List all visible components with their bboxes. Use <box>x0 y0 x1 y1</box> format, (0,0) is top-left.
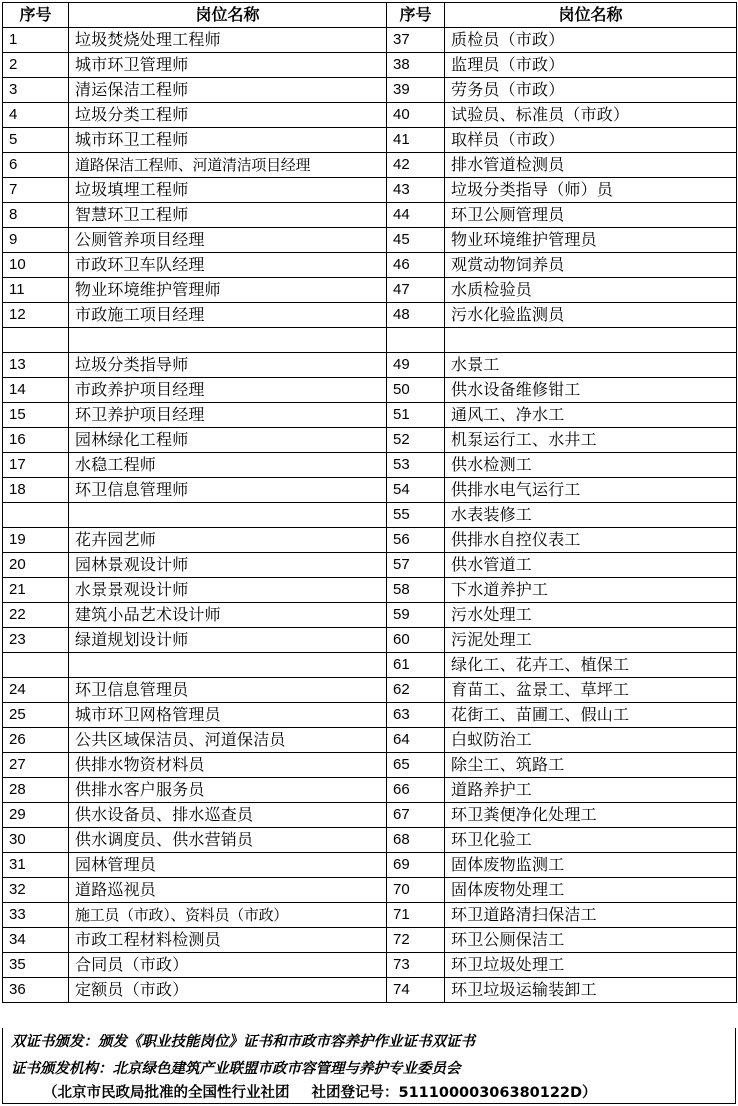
table-row <box>3 602 737 627</box>
position-name-cell-right: 质检员（市政） <box>445 28 737 53</box>
table-row <box>3 877 737 902</box>
seq-cell-right: 63 <box>387 702 445 727</box>
position-name-cell-left: 城市环卫管理师 <box>69 53 387 78</box>
seq-cell-left: 5 <box>3 128 69 153</box>
table-row <box>3 952 737 977</box>
seq-cell-right: 42 <box>387 153 445 178</box>
table-row <box>3 78 737 103</box>
seq-cell-right: 39 <box>387 78 445 103</box>
position-name-cell-left: 垃圾分类工程师 <box>69 103 387 128</box>
table-row <box>3 802 737 827</box>
seq-cell-right: 47 <box>387 278 445 303</box>
seq-cell-left: 8 <box>3 203 69 228</box>
seq-cell-right: 38 <box>387 53 445 78</box>
seq-cell-left: 6 <box>3 153 69 178</box>
table-row <box>3 153 737 178</box>
header-seq-left: 序号 <box>3 3 69 28</box>
position-name-cell-right: 取样员（市政） <box>445 128 737 153</box>
seq-cell-left: 17 <box>3 452 69 477</box>
position-name-cell-right: 固体废物监测工 <box>445 852 737 877</box>
seq-cell-right: 61 <box>387 652 445 677</box>
seq-cell-right: 50 <box>387 377 445 402</box>
position-name-cell-left: 花卉园艺师 <box>69 527 387 552</box>
seq-cell-right: 46 <box>387 253 445 278</box>
position-name-cell-left: 物业环境维护管理师 <box>69 278 387 303</box>
position-name-cell-right: 污泥处理工 <box>445 627 737 652</box>
position-name-cell-left: 垃圾填埋工程师 <box>69 178 387 203</box>
position-name-cell-left: 水稳工程师 <box>69 452 387 477</box>
seq-cell-right: 53 <box>387 452 445 477</box>
position-name-cell-right: 环卫化验工 <box>445 827 737 852</box>
table-row <box>3 752 737 777</box>
position-name-cell-right: 垃圾分类指导（师）员 <box>445 178 737 203</box>
position-name-cell-left: 智慧环卫工程师 <box>69 203 387 228</box>
table-row <box>3 352 737 377</box>
seq-cell-left: 24 <box>3 677 69 702</box>
position-name-cell-right: 水表装修工 <box>445 502 737 527</box>
table-row <box>3 927 737 952</box>
header-name-left: 岗位名称 <box>69 3 387 28</box>
seq-cell-right: 54 <box>387 477 445 502</box>
seq-cell-left: 18 <box>3 477 69 502</box>
seq-cell-left: 21 <box>3 577 69 602</box>
seq-cell-left <box>3 328 69 353</box>
seq-cell-left: 2 <box>3 53 69 78</box>
approval-note: （北京市民政局批准的全国性行业社团 <box>43 1085 290 1101</box>
seq-cell-left: 27 <box>3 752 69 777</box>
seq-cell-right: 69 <box>387 852 445 877</box>
table-row <box>3 253 737 278</box>
table-row <box>3 28 737 53</box>
position-name-cell-left: 市政施工项目经理 <box>69 303 387 328</box>
position-name-cell-left: 城市环卫网格管理员 <box>69 702 387 727</box>
seq-cell-left: 10 <box>3 253 69 278</box>
position-name-cell-left: 垃圾分类指导师 <box>69 352 387 377</box>
table-row <box>3 203 737 228</box>
position-name-cell-right: 污水化验监测员 <box>445 303 737 328</box>
seq-cell-right: 67 <box>387 802 445 827</box>
table-row <box>3 53 737 78</box>
position-name-cell-left: 建筑小品艺术设计师 <box>69 602 387 627</box>
seq-cell-right: 58 <box>387 577 445 602</box>
position-name-cell-right: 绿化工、花卉工、植保工 <box>445 652 737 677</box>
position-name-cell-left: 园林景观设计师 <box>69 552 387 577</box>
certificate-footer <box>2 1028 736 1104</box>
table-row <box>3 228 737 253</box>
seq-cell-left: 20 <box>3 552 69 577</box>
table-row <box>3 402 737 427</box>
table-row <box>3 777 737 802</box>
table-row <box>3 527 737 552</box>
position-name-cell-right: 供水检测工 <box>445 452 737 477</box>
registration-line <box>43 1081 597 1102</box>
seq-cell-right: 51 <box>387 402 445 427</box>
seq-cell-left: 36 <box>3 977 69 1002</box>
position-name-cell-left: 绿道规划设计师 <box>69 627 387 652</box>
position-name-cell-left: 施工员（市政）、资料员（市政） <box>69 902 387 927</box>
position-name-cell-left: 供排水物资材料员 <box>69 752 387 777</box>
seq-cell-right: 71 <box>387 902 445 927</box>
seq-cell-right: 68 <box>387 827 445 852</box>
seq-cell-left: 31 <box>3 852 69 877</box>
position-name-cell-left: 市政工程材料检测员 <box>69 927 387 952</box>
registration-number: 社团登记号：51110000306380122D） <box>311 1085 597 1101</box>
position-name-cell-right: 物业环境维护管理员 <box>445 228 737 253</box>
seq-cell-right: 41 <box>387 128 445 153</box>
seq-cell-left: 22 <box>3 602 69 627</box>
position-name-cell-right: 劳务员（市政） <box>445 78 737 103</box>
table-row <box>3 427 737 452</box>
position-name-cell-left: 定额员（市政） <box>69 977 387 1002</box>
position-name-cell-right: 除尘工、筑路工 <box>445 752 737 777</box>
seq-cell-left: 14 <box>3 377 69 402</box>
seq-cell-right: 56 <box>387 527 445 552</box>
position-name-cell-right: 机泵运行工、水井工 <box>445 427 737 452</box>
position-name-cell-right: 试验员、标准员（市政） <box>445 103 737 128</box>
seq-cell-right: 52 <box>387 427 445 452</box>
seq-cell-left: 30 <box>3 827 69 852</box>
table-row <box>3 852 737 877</box>
seq-cell-left: 11 <box>3 278 69 303</box>
seq-cell-right: 37 <box>387 28 445 53</box>
position-name-cell-right: 下水道养护工 <box>445 577 737 602</box>
seq-cell-left: 34 <box>3 927 69 952</box>
table-row <box>3 377 737 402</box>
seq-cell-right: 43 <box>387 178 445 203</box>
position-name-cell-left: 环卫信息管理师 <box>69 477 387 502</box>
position-name-cell-right: 水景工 <box>445 352 737 377</box>
seq-cell-left: 33 <box>3 902 69 927</box>
issuing-authority: 证书颁发机构：北京绿色建筑产业联盟市政市容管理与养护专业委员会 <box>11 1061 461 1077</box>
seq-cell-left: 26 <box>3 727 69 752</box>
seq-cell-left: 23 <box>3 627 69 652</box>
seq-cell-left: 16 <box>3 427 69 452</box>
table-header-row <box>3 3 737 28</box>
position-name-cell-right: 环卫公厕管理员 <box>445 203 737 228</box>
seq-cell-left: 9 <box>3 228 69 253</box>
seq-cell-left: 4 <box>3 103 69 128</box>
table-row <box>3 577 737 602</box>
position-name-cell-right: 排水管道检测员 <box>445 153 737 178</box>
seq-cell-right: 45 <box>387 228 445 253</box>
table-row <box>3 702 737 727</box>
position-name-cell-left: 水景景观设计师 <box>69 577 387 602</box>
seq-cell-right: 60 <box>387 627 445 652</box>
position-name-cell-left: 道路巡视员 <box>69 877 387 902</box>
position-name-cell-left <box>69 328 387 353</box>
table-row <box>3 902 737 927</box>
position-name-cell-right: 水质检验员 <box>445 278 737 303</box>
position-name-cell-left: 环卫养护项目经理 <box>69 402 387 427</box>
seq-cell-left: 13 <box>3 352 69 377</box>
position-name-cell-left: 环卫信息管理员 <box>69 677 387 702</box>
position-name-cell-left: 园林绿化工程师 <box>69 427 387 452</box>
seq-cell-left: 25 <box>3 702 69 727</box>
seq-cell-right: 65 <box>387 752 445 777</box>
seq-cell-left: 32 <box>3 877 69 902</box>
position-name-cell-right: 道路养护工 <box>445 777 737 802</box>
seq-cell-right: 70 <box>387 877 445 902</box>
table-row <box>3 278 737 303</box>
table-row <box>3 552 737 577</box>
position-name-cell-right: 供排水自控仪表工 <box>445 527 737 552</box>
position-name-cell-right: 供水设备维修钳工 <box>445 377 737 402</box>
table-row <box>3 652 737 677</box>
seq-cell-left: 15 <box>3 402 69 427</box>
dual-certificate-note: 双证书颁发：颁发《职业技能岗位》证书和市政市容养护作业证书双证书 <box>11 1034 475 1050</box>
table-row <box>3 727 737 752</box>
seq-cell-right: 57 <box>387 552 445 577</box>
position-name-cell-left: 合同员（市政） <box>69 952 387 977</box>
position-name-cell-right: 环卫垃圾处理工 <box>445 952 737 977</box>
seq-cell-left: 35 <box>3 952 69 977</box>
seq-cell-right: 66 <box>387 777 445 802</box>
position-name-cell-left: 清运保洁工程师 <box>69 78 387 103</box>
seq-cell-right: 72 <box>387 927 445 952</box>
table-row <box>3 303 737 328</box>
position-name-cell-left: 公共区域保洁员、河道保洁员 <box>69 727 387 752</box>
seq-cell-left: 12 <box>3 303 69 328</box>
position-name-cell-right: 监理员（市政） <box>445 53 737 78</box>
header-seq-right: 序号 <box>387 3 445 28</box>
position-name-cell-left: 市政养护项目经理 <box>69 377 387 402</box>
position-name-cell-left: 供水调度员、供水营销员 <box>69 827 387 852</box>
position-name-cell-right: 通风工、净水工 <box>445 402 737 427</box>
table-row <box>3 627 737 652</box>
table-row <box>3 103 737 128</box>
table-row <box>3 677 737 702</box>
table-row <box>3 502 737 527</box>
seq-cell-right: 59 <box>387 602 445 627</box>
job-positions-table <box>2 2 737 1003</box>
seq-cell-right: 44 <box>387 203 445 228</box>
seq-cell-right: 55 <box>387 502 445 527</box>
position-name-cell-right <box>445 328 737 353</box>
position-name-cell-left: 市政环卫车队经理 <box>69 253 387 278</box>
position-name-cell-right: 固体废物处理工 <box>445 877 737 902</box>
position-name-cell-right: 环卫垃圾运输装卸工 <box>445 977 737 1002</box>
position-name-cell-left <box>69 652 387 677</box>
position-name-cell-right: 育苗工、盆景工、草坪工 <box>445 677 737 702</box>
position-name-cell-right: 白蚁防治工 <box>445 727 737 752</box>
position-name-cell-left: 垃圾焚烧处理工程师 <box>69 28 387 53</box>
table-row <box>3 328 737 353</box>
seq-cell-right: 73 <box>387 952 445 977</box>
seq-cell-left: 29 <box>3 802 69 827</box>
position-name-cell-left: 供排水客户服务员 <box>69 777 387 802</box>
seq-cell-left: 3 <box>3 78 69 103</box>
table-row <box>3 977 737 1002</box>
position-name-cell-right: 观赏动物饲养员 <box>445 253 737 278</box>
position-name-cell-right: 环卫公厕保洁工 <box>445 927 737 952</box>
position-name-cell-left: 道路保洁工程师、河道清洁项目经理 <box>69 153 387 178</box>
position-name-cell-right: 环卫道路清扫保洁工 <box>445 902 737 927</box>
seq-cell-left <box>3 502 69 527</box>
seq-cell-right: 49 <box>387 352 445 377</box>
position-name-cell-right: 供水管道工 <box>445 552 737 577</box>
seq-cell-right: 40 <box>387 103 445 128</box>
table-row <box>3 128 737 153</box>
table-row <box>3 477 737 502</box>
position-name-cell-right: 花街工、苗圃工、假山工 <box>445 702 737 727</box>
position-name-cell-right: 供排水电气运行工 <box>445 477 737 502</box>
header-name-right: 岗位名称 <box>445 3 737 28</box>
position-name-cell-left: 城市环卫工程师 <box>69 128 387 153</box>
seq-cell-left: 1 <box>3 28 69 53</box>
table-row <box>3 178 737 203</box>
table-row <box>3 827 737 852</box>
position-name-cell-left: 公厕管养项目经理 <box>69 228 387 253</box>
seq-cell-left: 28 <box>3 777 69 802</box>
position-name-cell-left <box>69 502 387 527</box>
table-row <box>3 452 737 477</box>
seq-cell-left: 19 <box>3 527 69 552</box>
position-name-cell-left: 供水设备员、排水巡查员 <box>69 802 387 827</box>
seq-cell-left <box>3 652 69 677</box>
seq-cell-right: 64 <box>387 727 445 752</box>
seq-cell-right: 74 <box>387 977 445 1002</box>
position-name-cell-right: 环卫粪便净化处理工 <box>445 802 737 827</box>
seq-cell-right: 48 <box>387 303 445 328</box>
position-name-cell-right: 污水处理工 <box>445 602 737 627</box>
position-name-cell-left: 园林管理员 <box>69 852 387 877</box>
seq-cell-right <box>387 328 445 353</box>
seq-cell-right: 62 <box>387 677 445 702</box>
seq-cell-left: 7 <box>3 178 69 203</box>
